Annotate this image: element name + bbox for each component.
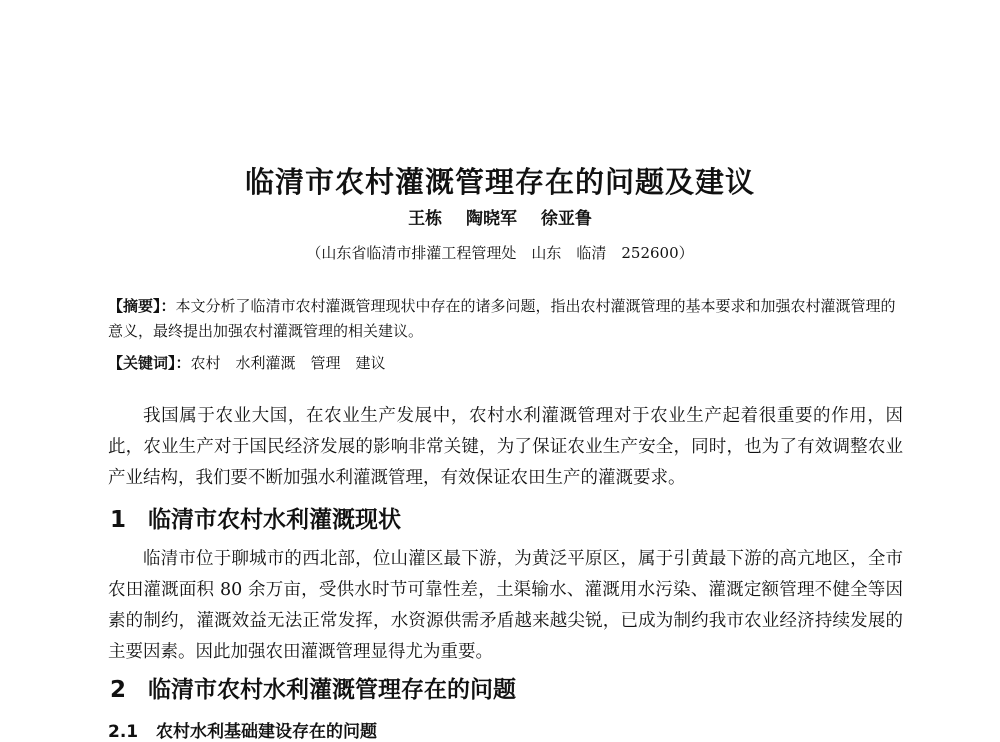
abstract (108, 294, 908, 344)
section-2-heading (110, 671, 516, 704)
paper-title: 临清市农村灌溉管理存在的问题及建议 (244, 165, 755, 199)
subsection-2-1-number: 2.1 (108, 722, 139, 742)
subsection-2-1-heading (108, 717, 377, 742)
keywords-text: 农村 水利灌溉 管理 建议 (190, 354, 386, 372)
section-1-number: 1 (110, 507, 127, 533)
subsection-2-1-title: 农村水利基础建设存在的问题 (156, 722, 377, 742)
abstract-label: 【摘要】： (108, 297, 176, 315)
author-list: 王栋 陶晓军 徐亚鲁 (408, 209, 592, 229)
section-1-paragraph: 临清市位于聊城市的西北部，位山灌区最下游，为黄泛平原区，属于引黄最下游的高亢地区，全市农田灌溉面积 80 余万亩，受供水时节可靠性差，土渠输水、灌溉用水污染、灌溉定额管理不健全等因素的制约，灌溉效益无法正常发挥，水资源供需矛盾越来越尖锐，已成为制约我市农业经济持续发展的主要因素。因此加强农田灌溉管理显得尤为重要。 (108, 549, 903, 662)
section-2-title: 临清市农村水利灌溉管理存在的问题 (148, 677, 516, 703)
section-2-number: 2 (110, 677, 127, 703)
abstract-text: 本文分析了临清市农村灌溉管理现状中存在的诸多问题，指出农村灌溉管理的基本要求和加强农村灌溉管理的意义，最终提出加强农村灌溉管理的相关建议。 (108, 297, 896, 340)
keywords (108, 351, 908, 376)
keywords-label: 【关键词】： (108, 354, 191, 372)
intro-paragraph: 我国属于农业大国，在农业生产发展中，农村水利灌溉管理对于农业生产起着很重要的作用，因此，农业生产对于国民经济发展的影响非常关键，为了保证农业生产安全，同时，也为了有效调整农业产业结构，我们要不断加强水利灌溉管理，有效保证农田生产的灌溉要求。 (108, 406, 903, 488)
section-1-heading (110, 501, 401, 534)
author-affiliation: （山东省临清市排灌工程管理处 山东 临清 252600） (306, 244, 694, 262)
section-1-title: 临清市农村水利灌溉现状 (148, 507, 401, 533)
